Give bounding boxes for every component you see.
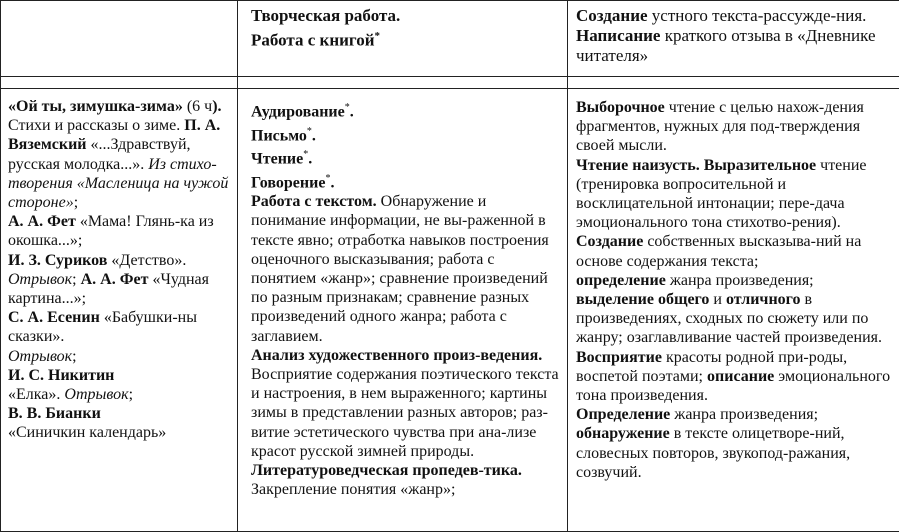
- work-title: «Мама! Глянь-ка из окошка...»;: [8, 213, 214, 250]
- section-analysis-body: Восприятие содержания поэтического текста и настроения, в нем выраженного; картины зимы в представлении разных авторов; раз-витие эстетического чувства при ана-лизе красот русской зимней природы.: [251, 365, 559, 460]
- separator-row: [1, 77, 899, 89]
- header-creation-text2: краткого отзыва в «Дневнике читателя»: [576, 26, 876, 65]
- topic-hours: (6 ч: [182, 98, 213, 115]
- author-surikov: И. З. Суриков: [8, 251, 108, 269]
- section-propaedeutics-body: Закрепление понятия «жанр»;: [251, 481, 456, 499]
- activity-writing: Письмо: [251, 126, 307, 144]
- header-cell-empty: [1, 1, 238, 77]
- section-analysis: Анализ художественного произ-ведения.: [251, 346, 543, 364]
- outcome-creation: Создание: [576, 233, 644, 251]
- header-creation-bold1: Создание: [576, 6, 648, 25]
- author-esenin: С. А. Есенин: [8, 309, 100, 327]
- header-cell-creative: [238, 1, 568, 77]
- outcome-text: чтение (тренировка вопросительной и восклицательной интонации; пере-дача эмоционального тона стихотво-рения).: [576, 156, 867, 232]
- author-fet: А. А. Фет: [80, 270, 149, 288]
- header-cell-creation: [568, 1, 899, 77]
- excerpt-note: Отрывок: [8, 347, 73, 365]
- activity-speaking: Говорение: [251, 173, 326, 191]
- topic-title: «Ой ты, зимушка-зима»: [8, 98, 183, 115]
- asterisk: *: [306, 125, 312, 137]
- header-creation-bold2: Написание: [576, 26, 661, 45]
- author-vyazemsky: П. А. Вяземский: [8, 117, 221, 154]
- outcome-description: описание: [707, 367, 775, 385]
- outcome-common: выделение общего: [576, 291, 710, 309]
- work-title: «Бабушки-ны сказки».: [8, 309, 197, 346]
- asterisk: *: [325, 172, 331, 184]
- topic-cell: [1, 89, 238, 532]
- header-creation-text1: устного текста-рассужде-ния.: [647, 6, 867, 25]
- author-bianki: В. В. Бианки: [8, 405, 101, 423]
- dot: .: [308, 150, 313, 168]
- header-creative-line1: Творческая работа.: [251, 6, 401, 25]
- outcome-text: эмоционального тона произведения.: [576, 367, 891, 405]
- dot: .: [311, 126, 316, 144]
- header-row: [1, 1, 899, 77]
- outcome-text: собственных высказыва-ний на основе содержания текста;: [576, 233, 862, 270]
- content-row: [1, 89, 899, 532]
- asterisk: *: [303, 149, 309, 161]
- work-title: «Детство».: [107, 251, 187, 269]
- work-title: «Елка».: [8, 386, 65, 404]
- dot: .: [349, 103, 354, 121]
- outcome-genre: Определение: [576, 406, 671, 424]
- work-title: «...Здравствуй, русская молодка...».: [8, 136, 191, 173]
- outcome-text: жанра произведения;: [670, 406, 819, 424]
- header-creative-line2: Работа с книгой: [251, 30, 375, 50]
- outcome-different: отличного: [725, 291, 801, 309]
- outcome-recitation: Чтение наизусть. Выразительное: [576, 156, 817, 174]
- section-text-work: Работа с текстом.: [251, 193, 377, 211]
- outcome-text: в произведениях, сходных по сюжету или по жанру; озаглавливание частей произведения.: [576, 291, 882, 347]
- work-title: «Чудная картина...»;: [8, 270, 209, 308]
- outcome-cell: [568, 89, 899, 532]
- outcome-text: жанра произведения;: [665, 271, 814, 289]
- work-note: Из стихо-творения «Масленица на чужой стороне»: [8, 155, 229, 212]
- work-sep: ;: [128, 386, 134, 404]
- outcome-text: красоты родной при-роды, воспетой поэтами;: [576, 348, 848, 385]
- section-propaedeutics: Литературоведческая пропедев-тика.: [251, 461, 522, 479]
- outcome-text: чтение с целью нахож-дения фрагментов, нужных для под-тверждения своей мысли.: [576, 99, 864, 155]
- outcome-definition: определение: [576, 271, 666, 289]
- excerpt-note: Отрывок: [8, 270, 73, 288]
- dot: .: [330, 173, 335, 191]
- topic-hours-close: ).: [212, 98, 222, 115]
- outcome-text: в тексте олицетворе-ний, словесных повторов, звукопод-ражания, созвучий.: [576, 425, 851, 481]
- work-sep: ;: [73, 194, 79, 212]
- section-text-work-body: Обнаружение и понимание информации, не вы-раженной в тексте явно; отработка навыков построения оценочного высказывания; работа с понятием «жанр»; сравнение произведений по разным признакам; сравнение разных произведений одного жанра; работа с заглавием.: [251, 193, 549, 345]
- topic-text: Стихи и рассказы о зиме.: [8, 117, 185, 135]
- outcome-text: и: [709, 291, 726, 309]
- activity-cell: [238, 89, 568, 532]
- outcome-detection: обнаружение: [576, 425, 670, 443]
- excerpt-note: Отрывок: [64, 386, 129, 404]
- activity-listening: Аудирование: [251, 103, 345, 121]
- asterisk: *: [344, 102, 350, 113]
- work-sep: ;: [72, 347, 77, 365]
- activity-reading: Чтение: [251, 150, 304, 168]
- author-fet: А. А. Фет: [8, 213, 76, 231]
- author-nikitin: И. С. Никитин: [8, 366, 115, 384]
- outcome-selective: Выборочное: [576, 99, 665, 116]
- header-asterisk: *: [374, 30, 381, 42]
- work-title: «Синичкин календарь»: [8, 424, 167, 442]
- outcome-perception: Восприятие: [576, 348, 662, 366]
- work-sep: ;: [72, 270, 81, 288]
